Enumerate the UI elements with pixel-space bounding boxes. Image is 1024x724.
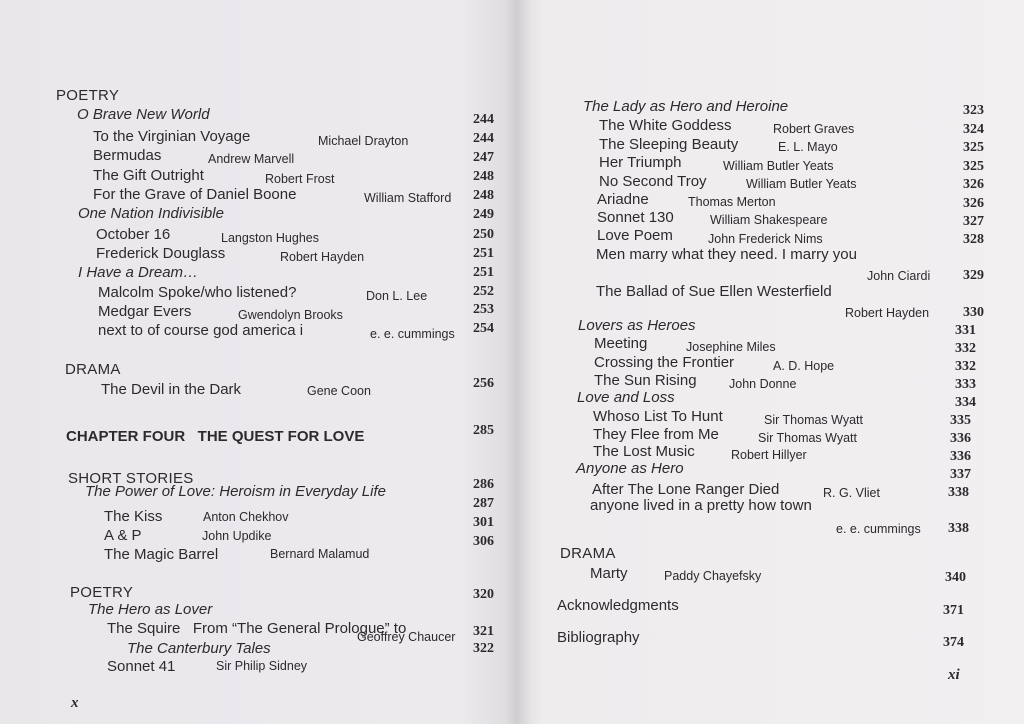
toc-entry-author: Gene Coon — [307, 384, 371, 398]
toc-entry-title: October 16 — [96, 226, 171, 243]
page-folio-left: x — [71, 695, 79, 711]
toc-entry-title: The Squire From “The General Prologue” to — [107, 620, 407, 637]
toc-entry-title: Marty — [590, 565, 628, 582]
toc-page-number: 301 — [473, 515, 494, 530]
toc-page-number: 252 — [473, 284, 494, 299]
section-heading-short-stories: SHORT STORIES — [68, 470, 194, 487]
toc-page-number: 335 — [950, 413, 971, 428]
toc-entry-title: The Gift Outright — [93, 167, 204, 184]
toc-page-number: 306 — [473, 534, 494, 549]
toc-entry-author: Paddy Chayefsky — [664, 569, 762, 583]
toc-entry-title: Frederick Douglass — [96, 245, 226, 262]
toc-page-number: 324 — [963, 122, 984, 137]
toc-entry-author: Robert Hayden — [280, 250, 365, 264]
toc-page-number: 327 — [963, 214, 984, 229]
toc-entry-author: Robert Hillyer — [731, 448, 807, 462]
toc-entry-author: E. L. Mayo — [778, 140, 838, 154]
toc-page-number: 333 — [955, 377, 976, 392]
toc-entry-author: William Butler Yeats — [746, 177, 857, 191]
toc-page-number: 338 — [948, 521, 969, 536]
toc-entry-title: Meeting — [594, 335, 648, 352]
toc-entry-title: O Brave New World — [77, 106, 210, 123]
toc-page-number: 336 — [950, 449, 971, 464]
toc-entry-author: Bernard Malamud — [270, 547, 370, 561]
toc-page-number: 337 — [950, 467, 971, 482]
toc-entry-title: Sonnet 41 — [107, 658, 176, 675]
toc-page-number: 336 — [950, 431, 971, 446]
toc-page-number: 332 — [955, 359, 976, 374]
chapter-heading: CHAPTER FOUR THE QUEST FOR LOVE — [66, 428, 365, 445]
toc-entry-title: The Devil in the Dark — [101, 381, 242, 398]
toc-page-number: 326 — [963, 177, 984, 192]
toc-entry-author: William Butler Yeats — [723, 159, 834, 173]
toc-entry-title: next to of course god america i — [98, 322, 304, 339]
toc-entry-title: Malcolm Spoke/who listened? — [98, 284, 297, 301]
page-folio-right: xi — [948, 667, 960, 683]
toc-entry-title: Anyone as Hero — [576, 460, 684, 477]
toc-entry-title: anyone lived in a pretty how town — [590, 497, 812, 514]
section-heading-drama: DRAMA — [65, 361, 121, 378]
toc-entry-author: John Frederick Nims — [708, 232, 823, 246]
toc-page-number: 323 — [963, 103, 984, 118]
toc-entry-author: Gwendolyn Brooks — [238, 308, 343, 322]
toc-entry-title: I Have a Dream… — [78, 264, 199, 281]
toc-entry-title: The Hero as Lover — [88, 601, 213, 618]
toc-page-number: 285 — [473, 423, 494, 438]
toc-entry-title: Whoso List To Hunt — [593, 408, 723, 425]
toc-entry-author: William Stafford — [364, 191, 452, 205]
toc-entry-author: Robert Frost — [265, 172, 335, 186]
toc-entry-author: Langston Hughes — [221, 231, 319, 245]
toc-entry-title: The Lost Music — [593, 443, 695, 460]
toc-entry-title: The White Goddess — [599, 117, 732, 134]
toc-page-number: 248 — [473, 188, 494, 203]
toc-entry-author: William Shakespeare — [710, 213, 828, 227]
toc-page-number: 325 — [963, 159, 984, 174]
toc-entry-title: A & P — [104, 527, 142, 544]
section-heading-drama: DRAMA — [560, 545, 616, 562]
toc-entry-author: Sir Thomas Wyatt — [764, 413, 863, 427]
toc-entry-title: Bibliography — [557, 629, 640, 646]
toc-page-number: 287 — [473, 496, 494, 511]
toc-page-number: 244 — [473, 112, 494, 127]
toc-entry-title: Bermudas — [93, 147, 162, 164]
toc-page-number: 256 — [473, 376, 494, 391]
toc-page-number: 332 — [955, 341, 976, 356]
toc-entry-author: John Ciardi — [867, 269, 931, 283]
toc-page-number: 340 — [945, 570, 966, 585]
toc-entry-author: John Donne — [729, 377, 797, 391]
toc-entry-author: Thomas Merton — [688, 195, 776, 209]
toc-entry-author: Sir Thomas Wyatt — [758, 431, 857, 445]
toc-entry-title: One Nation Indivisible — [78, 205, 224, 222]
toc-page-number: 250 — [473, 227, 494, 242]
toc-page-number: 331 — [955, 323, 976, 338]
toc-entry-title: Sonnet 130 — [597, 209, 674, 226]
toc-entry-author: Robert Hayden — [845, 306, 930, 320]
toc-entry-author: Andrew Marvell — [208, 152, 295, 166]
toc-entry-title: Ariadne — [597, 191, 649, 208]
toc-entry-title: Crossing the Frontier — [594, 354, 735, 371]
toc-entry-author: Robert Graves — [773, 122, 855, 136]
toc-entry-author: John Updike — [202, 529, 272, 543]
toc-page-number: 328 — [963, 232, 984, 247]
toc-entry-title: The Kiss — [104, 508, 163, 525]
toc-page-number: 247 — [473, 150, 494, 165]
toc-page-number: 338 — [948, 485, 969, 500]
section-heading-poetry: POETRY — [56, 87, 120, 104]
toc-entry-title: Love Poem — [597, 227, 673, 244]
toc-entry-title: No Second Troy — [599, 173, 707, 190]
toc-entry-author: Geoffrey Chaucer — [357, 630, 456, 644]
toc-entry-title: Men marry what they need. I marry you — [596, 246, 857, 263]
toc-entry-author: Don L. Lee — [366, 289, 428, 303]
toc-entry-author: Michael Drayton — [318, 134, 409, 148]
toc-entry-title: Acknowledgments — [557, 597, 679, 614]
toc-page-number: 374 — [943, 635, 964, 650]
toc-page-number: 321 — [473, 624, 494, 639]
toc-page-number: 326 — [963, 196, 984, 211]
toc-page-number: 329 — [963, 268, 984, 283]
toc-entry-title: Lovers as Heroes — [578, 317, 696, 334]
toc-page-number: 334 — [955, 395, 976, 410]
toc-page-number: 253 — [473, 302, 494, 317]
toc-entry-author: Josephine Miles — [686, 340, 776, 354]
toc-page-number: 371 — [943, 603, 964, 618]
toc-page-number: 330 — [963, 305, 984, 320]
toc-entry-title: After The Lone Ranger Died — [592, 481, 780, 498]
toc-entry-title: For the Grave of Daniel Boone — [93, 186, 297, 203]
toc-entry-title: The Magic Barrel — [104, 546, 219, 563]
toc-entry-author: e. e. cummings — [370, 327, 455, 341]
toc-page-number: 248 — [473, 169, 494, 184]
toc-entry-author: A. D. Hope — [773, 359, 835, 373]
toc-page-number: 322 — [473, 641, 494, 656]
toc-entry-author: Anton Chekhov — [203, 510, 289, 524]
toc-entry-title: The Sleeping Beauty — [599, 136, 739, 153]
toc-page-number: 325 — [963, 140, 984, 155]
section-heading-poetry: POETRY — [70, 584, 134, 601]
toc-entry-title: The Sun Rising — [594, 372, 697, 389]
toc-entry-title: The Lady as Hero and Heroine — [583, 98, 789, 115]
toc-page-number: 244 — [473, 131, 494, 146]
toc-entry-title: Medgar Evers — [98, 303, 192, 320]
toc-page-number: 251 — [473, 265, 494, 280]
toc-page-number: 320 — [473, 587, 494, 602]
toc-entry-title: The Canterbury Tales — [127, 640, 271, 657]
toc-entry-author: Sir Philip Sidney — [216, 659, 308, 673]
toc-entry-title: To the Virginian Voyage — [93, 128, 251, 145]
toc-entry-title: The Ballad of Sue Ellen Westerfield — [596, 283, 832, 300]
book-gutter — [505, 0, 531, 724]
toc-entry-author: e. e. cummings — [836, 522, 921, 536]
toc-entry-title: Her Triumph — [599, 154, 682, 171]
toc-entry-author: R. G. Vliet — [823, 486, 880, 500]
toc-entry-title: They Flee from Me — [593, 426, 719, 443]
toc-page-number: 251 — [473, 246, 494, 261]
toc-page-number: 286 — [473, 477, 494, 492]
toc-page-number: 249 — [473, 207, 494, 222]
toc-page-number: 254 — [473, 321, 494, 336]
toc-entry-title: The Power of Love: Heroism in Everyday Life — [85, 483, 386, 500]
toc-entry-title: Love and Loss — [577, 389, 675, 406]
